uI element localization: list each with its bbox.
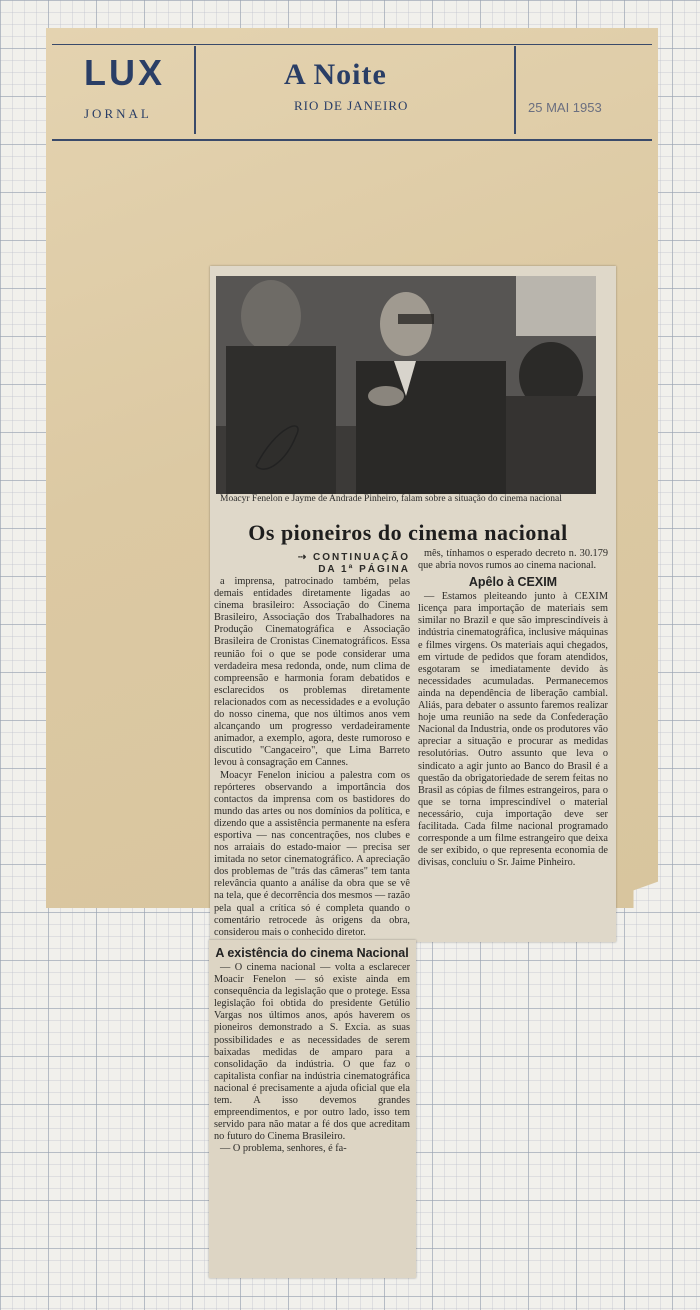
paragraph: — O problema, senhores, é fa-	[220, 1143, 347, 1155]
news-photo	[216, 276, 596, 494]
subheading-existence: A existência do cinema Nacional	[215, 946, 409, 960]
paragraph: a imprensa, patrocinado também, pelas demais entidades diretamente ligadas ao cinema brasileiro: Associação do Cinema Brasileiro, Associação dos Trabalhadores na Produção Cinematográfica e Associação Brasileira de Cronistas Cinematográficos. Essa reunião foi o que se pode considerar uma verdadeira mesa redonda, onde, num clima de compreensão e harmonia foram debatidos e esclarecidos os problemas diretamente relacionados com as necessidades e a evolução do nosso cinema, que nos últimos anos vem alcançando um progresso verdadeiramente animador, a exemplo, agora, deste rumoroso e discutido "Cangaceiro", que Lima Barreto levou à consagração em Cannes.	[214, 576, 410, 769]
article-column-right	[418, 548, 608, 869]
header-rule-top	[52, 44, 652, 45]
service-subtitle: JORNAL	[84, 106, 152, 121]
newspaper-name: A Noite	[284, 58, 387, 91]
newspaper-city: RIO DE JANEIRO	[294, 98, 409, 113]
photo-caption: Moacyr Fenelon e Jayme de Andrade Pinheiro, falam sobre a situação do cinema nacional	[220, 494, 562, 504]
header-rule-bottom	[52, 139, 652, 141]
header-divider-left	[194, 46, 196, 134]
continuation-label-line1: CONTINUAÇÃO	[313, 552, 410, 563]
article-column-tail	[214, 943, 410, 1156]
article-headline: Os pioneiros do cinema nacional	[248, 520, 568, 545]
continuation-arrow-icon: ⇢	[297, 552, 313, 563]
paragraph: — O cinema nacional — volta a esclarecer Moacir Fenelon — só existe ainda em consequência da legislação que o protege. Essa legislação foi obtida do presidente Getúlio Vargas nos últimos anos, após haverem os pioneiros demonstrado a S. Excia. as suas possibilidades e as necessidades de serem baixadas medidas de amparo para a consolidação da indústria. O que faz o capitalista confiar na indústria cinematográfica nacional é precisamente a ajuda oficial que ela tem. A isso devemos grandes empreendimentos, e por outro lado, isso tem servido para não matar a fé dos que acreditam no futuro do Cinema Brasileiro.	[214, 962, 410, 1143]
date-stamp: 25 MAI 1953	[528, 100, 602, 115]
paragraph: mês, tínhamos o esperado decreto n. 30.179 que abria novos rumos ao cinema nacional.	[418, 548, 608, 572]
header-divider-right	[514, 46, 516, 134]
news-photo-image	[216, 276, 596, 494]
article-column-left	[214, 552, 410, 939]
service-logo: LUX	[84, 52, 165, 93]
continuation-label-line2: DA 1ª PÁGINA	[318, 564, 410, 575]
paragraph: Moacyr Fenelon iniciou a palestra com os repórteres observando a importância dos contactos da imprensa com os bastidores do mundo das artes ou nos domínios da política, e dizendo que a assistência permanente na esfera esportiva — nas concentrações, nos clubes e nos arraiais do estado-maior — precisa ser imitada no setor cinematográfico. A apreciação dos problemas de "trás das câmeras" tem tanta relevância quanto a análise da obra que se vê na tela, que é decorrência dos mesmos — razão pela qual a crítica só é completa quando o comentário retrocede às origens da obra, considerou mais o conhecido diretor.	[214, 769, 410, 938]
subheading-cexim: Apêlo à CEXIM	[468, 575, 558, 590]
paragraph: — Estamos pleiteando junto à CEXIM licença para importação de materiais sem similar no Brazil e que são imprescindíveis à indústria cinematográfica, inclusive máquinas e filmes virgens. Os materiais aqui chegados, em virtude de pedidos que foram atendidos, esgotaram se imediatamente devido às necessidades acumuladas. Permanecemos ainda na dependência de liberação cambial. Aliás, para debater o assunto faremos realizar hoje uma reunião na sede da Confederação Nacional da Industria, onde os produtores vão apreciar a situação e procurar as medidas resolutórias. Outro assunto que leva o sindicato a agir junto ao Banco do Brasil é a questão da obrigatoriedade de serem feitas no Brasil as cópias de filmes estrangeiros, para o que se torna imprescindível o material necessário, cuja importação deve ser facilitada. Cada filme nacional programado corresponde a um filme estrangeiro que deixa de ser exibido, o que representa economia de divisas, concluiu o Sr. Jaime Pinheiro.	[418, 591, 608, 869]
continuation-label	[214, 552, 410, 576]
